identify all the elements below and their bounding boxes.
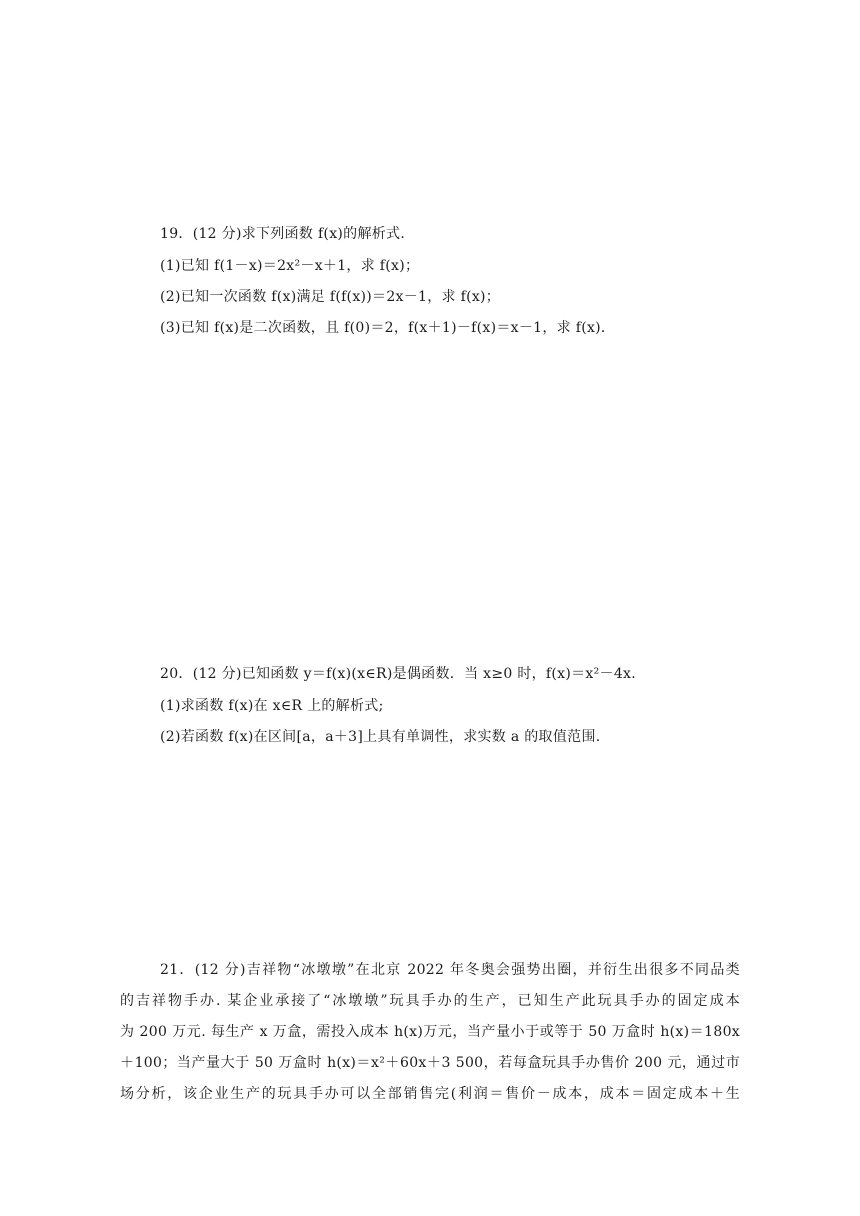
q19-part-1: (1)已知 f(1－x)＝2x²－x＋1，求 f(x)；	[160, 258, 420, 274]
q19-part-2: (2)已知一次函数 f(x)满足 f(f(x))＝2x－1，求 f(x)；	[160, 289, 501, 305]
q21-line-5: 场分析，该企业生产的玩具手办可以全部销售完(利润＝售价－成本，成本＝固定成本＋生	[120, 1086, 740, 1102]
q19-stem: 19．(12 分)求下列函数 f(x)的解析式．	[160, 226, 415, 242]
q20-part-2: (2)若函数 f(x)在区间[a，a＋3]上具有单调性，求实数 a 的取值范围.	[160, 729, 601, 745]
q21-line-2: 的吉祥物手办. 某企业承接了“冰墩墩”玩具手办的生产，已知生产此玩具手办的固定成本	[120, 993, 740, 1009]
q21-line-3: 为 200 万元. 每生产 x 万盒，需投入成本 h(x)万元，当产量小于或等于 50 万盒时 h(x)＝180x	[120, 1024, 740, 1040]
q20-part-1: (1)求函数 f(x)在 x∈R 上的解析式;	[160, 698, 384, 714]
q19-part-3: (3)已知 f(x)是二次函数，且 f(0)＝2，f(x＋1)－f(x)＝x－1，求 f(x)．	[160, 320, 616, 336]
q21-line-4: ＋100；当产量大于 50 万盒时 h(x)＝x²＋60x＋3 500，若每盒玩具手办售价 200 元，通过市	[120, 1055, 740, 1071]
q21-line-1: 21．(12 分)吉祥物“冰墩墩”在北京 2022 年冬奥会强势出圈，并衍生出很多不同品类	[160, 962, 740, 978]
q20-stem: 20．(12 分)已知函数 y＝f(x)(x∈R)是偶函数．当 x≥0 时，f(x)＝x²－4x.	[160, 666, 636, 682]
